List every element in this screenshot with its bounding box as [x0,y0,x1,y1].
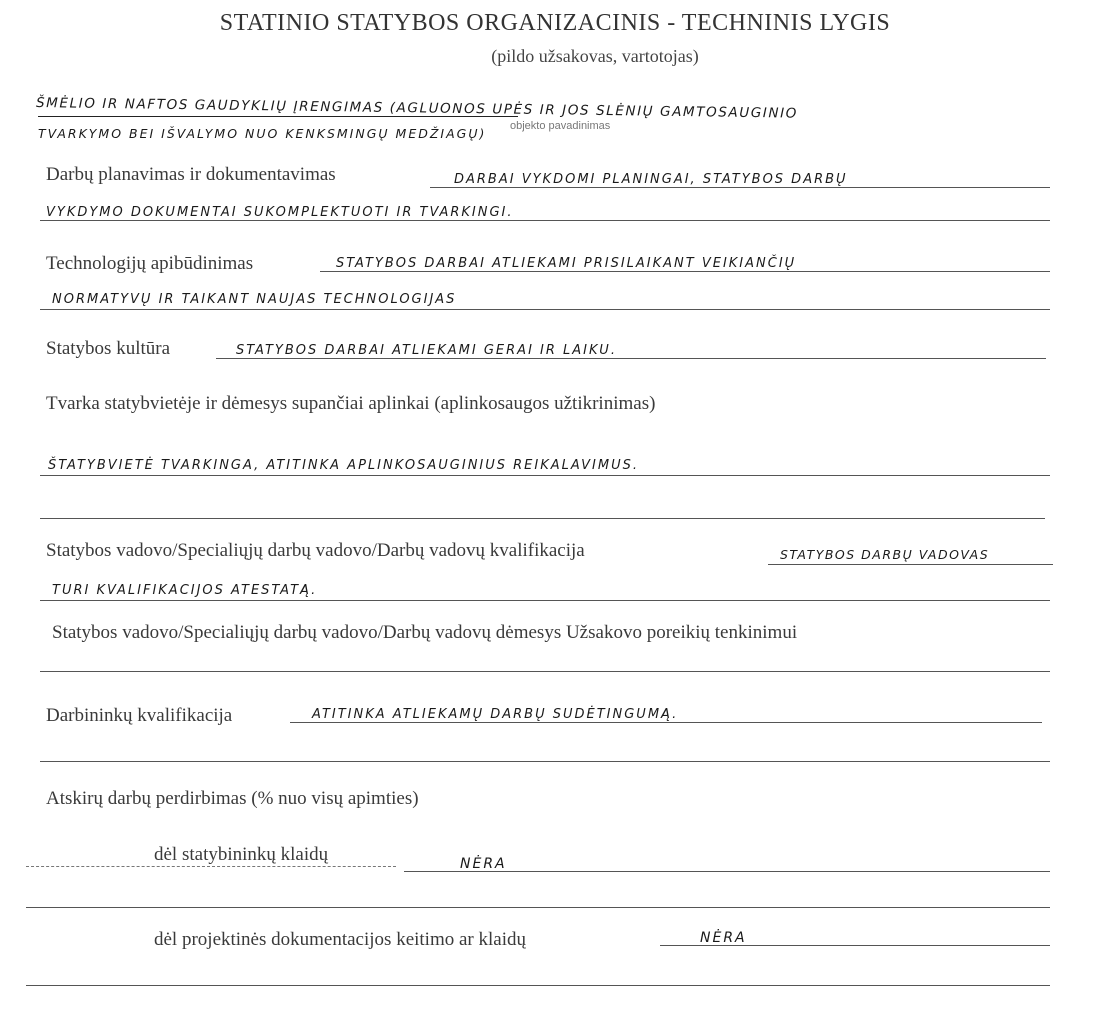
form-subtitle: (pildo užsakovas, vartotojas) [491,46,699,66]
object-name-line2: TVARKYMO BEI IŠVALYMO NUO KENKSMINGŲ MEDŽIAGŲ) [38,126,487,141]
workers-label: Darbininkų kvalifikacija [46,705,233,726]
technology-label: Technologijų apibūdinimas [46,253,254,274]
culture-label: Statybos kultūra [46,338,171,359]
manager-qualification-answer-1: STATYBOS DARBŲ VADOVAS [780,547,990,562]
technology-answer-1: STATYBOS DARBAI ATLIEKAMI PRISILAIKANT VEIKIANČIŲ [336,256,797,271]
planning-answer-2: VYKDYMO DOKUMENTAI SUKOMPLEKTUOTI IR TVARKINGI. [46,205,514,220]
manager-qualification-answer-2: TURI KVALIFIKACIJOS ATESTATĄ. [52,583,318,598]
planning-rule-1 [430,187,1050,188]
manager-qualification-label: Statybos vadovo/Specialiųjų darbų vadovo/Darbų vadovų kvalifikacija [46,540,585,561]
culture-rule [216,358,1046,359]
form-title: STATINIO STATYBOS ORGANIZACINIS - TECHNINIS LYGIS [219,10,891,36]
planning-answer-1: DARBAI VYKDOMI PLANINGAI, STATYBOS DARBŲ [454,172,848,187]
rework-builders-rule-2 [26,907,1050,908]
manager-attention-rule [40,671,1050,672]
technology-rule-2 [40,309,1050,310]
rework-label: Atskirų darbų perdirbimas (% nuo visų apimties) [46,788,419,809]
workers-rule-1 [290,722,1042,723]
site-order-rule-2 [40,518,1045,519]
workers-answer: ATITINKA ATLIEKAMŲ DARBŲ SUDĖTINGUMĄ. [312,707,679,722]
rework-builders-answer: NĖRA [460,856,507,872]
manager-qualification-rule-2 [40,600,1050,601]
planning-rule-2 [40,220,1050,221]
rework-builders-label: dėl statybininkų klaidų [154,844,329,865]
planning-label: Darbų planavimas ir dokumentavimas [46,164,336,185]
technology-answer-2: NORMATYVŲ IR TAIKANT NAUJAS TECHNOLOGIJAS [52,292,457,307]
culture-answer: STATYBOS DARBAI ATLIEKAMI GERAI IR LAIKU. [236,343,617,358]
object-name-underline [38,116,518,117]
object-name-caption: objekto pavadinimas [510,120,611,132]
site-order-rule-1 [40,475,1050,476]
site-order-answer: ŠTATYBVIETĖ TVARKINGA, ATITINKA APLINKOSAUGINIUS REIKALAVIMUS. [48,458,639,473]
object-name-line1: ŠMĖLIO IR NAFTOS GAUDYKLIŲ ĮRENGIMAS (AGLUONOS UPĖS IR JOS SLĖNIŲ GAMTOSAUGINIO [35,95,799,122]
site-order-label: Tvarka statybvietėje ir dėmesys supančiai aplinkai (aplinkosaugos užtikrinimas) [46,393,656,414]
workers-rule-2 [40,761,1050,762]
manager-qualification-rule-1 [768,564,1053,565]
technology-rule-1 [320,271,1050,272]
rework-builders-rule [404,871,1050,872]
rework-docs-label: dėl projektinės dokumentacijos keitimo ar klaidų [154,929,526,950]
rework-builders-dotted-rule [26,866,396,867]
rework-docs-rule [660,945,1050,946]
manager-attention-label: Statybos vadovo/Specialiųjų darbų vadovo/Darbų vadovų dėmesys Užsakovo poreikių tenkinimui [52,622,798,643]
rework-docs-answer: NĖRA [700,930,747,946]
rework-docs-rule-2 [26,985,1050,986]
